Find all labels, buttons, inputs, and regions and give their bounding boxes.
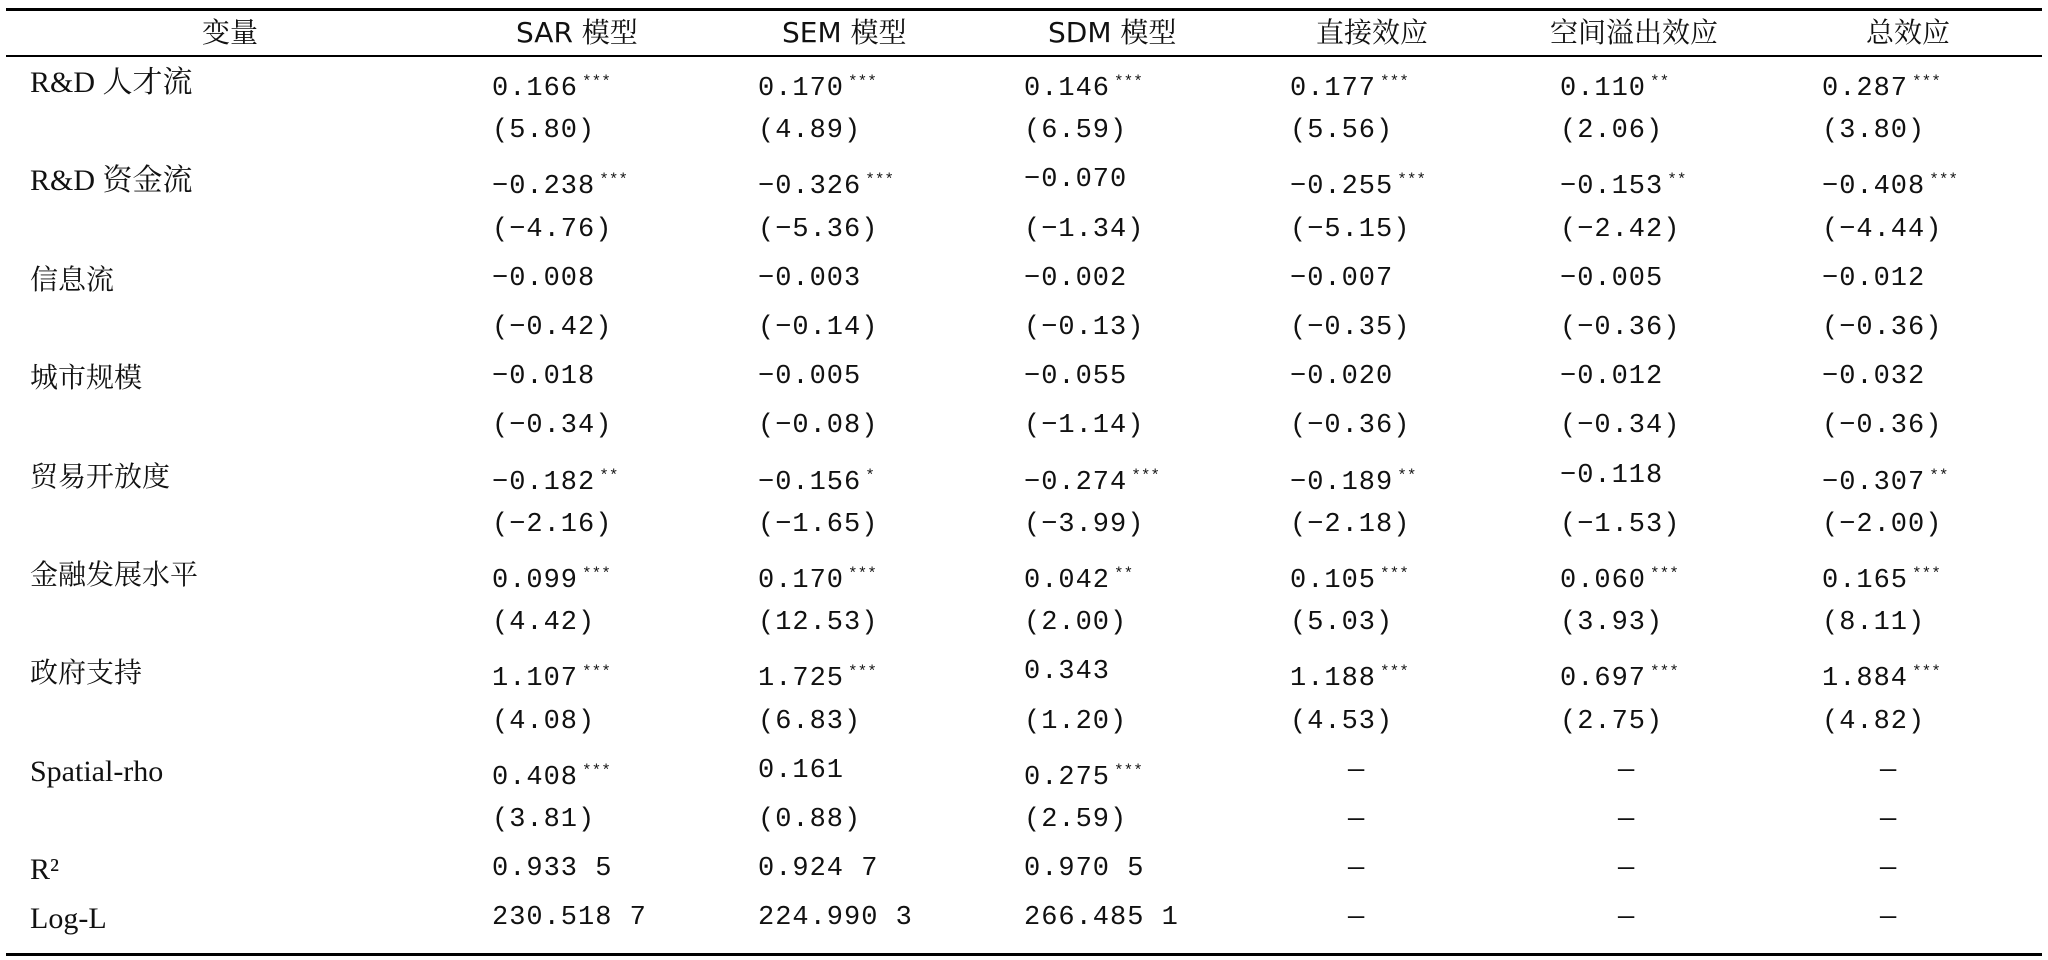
significance-marker: ***: [599, 171, 629, 190]
value-text: 0.970 5: [1024, 854, 1145, 885]
value-text: (5.03): [1290, 608, 1394, 639]
table-row: [6, 107, 2042, 156]
header-direct: 直接效应: [1316, 16, 1429, 49]
value-text: 0.099: [492, 566, 579, 596]
value-text: (−5.15): [1290, 214, 1411, 245]
value-text: −0.005: [1560, 263, 1664, 294]
value-text: (−2.18): [1290, 509, 1411, 540]
value-cell: [1822, 353, 1925, 402]
value-text: −0.153: [1560, 172, 1664, 203]
value-text: 0.170: [758, 566, 845, 596]
value-cell: [758, 58, 877, 107]
value-cell: [1822, 304, 1942, 353]
value-cell: [1560, 353, 1663, 402]
value-text: 0.166: [492, 74, 579, 104]
value-cell: [1822, 107, 1925, 156]
value-cell: [1822, 206, 1942, 255]
value-cell: [1560, 58, 1669, 107]
row-label: Spatial-rho: [30, 754, 164, 788]
value-text: —: [1348, 805, 1366, 835]
value-text: (−0.36): [1822, 411, 1943, 442]
significance-marker: **: [599, 466, 619, 485]
value-text: (2.75): [1560, 706, 1664, 737]
value-cell: [1290, 452, 1416, 501]
value-text: 0.933 5: [492, 854, 613, 885]
significance-marker: ***: [582, 663, 611, 682]
value-cell: [1822, 58, 1941, 107]
value-text: (5.56): [1290, 116, 1394, 147]
value-text: —: [1348, 854, 1366, 885]
table-row: [6, 648, 2042, 697]
value-text: —: [1880, 755, 1898, 786]
value-cell: [758, 353, 861, 402]
value-cell: [1290, 501, 1410, 550]
table-row: [6, 698, 2042, 747]
value-text: −0.156: [758, 467, 862, 498]
value-text: (−0.36): [1290, 411, 1411, 442]
value-text: (3.81): [492, 805, 596, 835]
value-cell: [1822, 501, 1942, 550]
value-text: −0.005: [758, 362, 862, 393]
value-text: (−2.00): [1822, 509, 1943, 540]
value-text: 224.990 3: [758, 903, 913, 934]
value-cell: [492, 255, 595, 304]
value-cell: [1560, 107, 1663, 156]
value-text: −0.007: [1290, 263, 1394, 294]
value-text: −0.408: [1822, 172, 1926, 203]
value-cell: [1560, 452, 1663, 501]
value-text: 0.042: [1024, 566, 1111, 596]
value-cell: [492, 156, 628, 205]
value-text: (4.82): [1822, 706, 1926, 737]
value-text: 0.165: [1822, 566, 1909, 596]
value-text: −0.274: [1024, 467, 1128, 498]
value-cell: [1024, 845, 1144, 894]
value-cell: [492, 599, 595, 648]
significance-marker: ***: [1380, 73, 1409, 91]
value-cell: [492, 304, 612, 353]
value-text: −0.326: [758, 172, 862, 203]
value-text: −0.255: [1290, 172, 1394, 203]
value-text: −0.008: [492, 263, 596, 294]
significance-marker: ***: [1912, 565, 1941, 583]
table-bottom-rule: [6, 953, 2042, 956]
value-text: (−0.34): [1560, 411, 1681, 442]
value-cell: [1348, 845, 1365, 894]
value-cell: [758, 255, 861, 304]
table-row: [6, 501, 2042, 550]
value-text: (2.00): [1024, 608, 1128, 639]
value-cell: [758, 550, 877, 599]
value-text: (3.80): [1822, 116, 1926, 147]
value-cell: [1822, 648, 1941, 697]
value-text: (−0.36): [1822, 313, 1943, 343]
value-cell: [1618, 845, 1635, 894]
value-text: 266.485 1: [1024, 903, 1179, 934]
value-cell: [758, 747, 844, 796]
value-cell: [1024, 58, 1143, 107]
value-cell: [1290, 353, 1393, 402]
value-cell: [1560, 402, 1680, 451]
value-text: (−2.16): [492, 509, 613, 540]
value-text: −0.002: [1024, 263, 1128, 294]
value-text: (−0.13): [1024, 313, 1145, 343]
value-text: 230.518 7: [492, 903, 647, 934]
significance-marker: **: [1929, 466, 1949, 485]
value-cell: [1560, 648, 1679, 697]
value-text: 1.725: [758, 664, 845, 695]
value-cell: [1560, 599, 1663, 648]
value-text: −0.238: [492, 172, 596, 203]
row-label: 贸易开放度: [30, 459, 171, 493]
value-text: (−0.42): [492, 313, 613, 343]
row-label: Log-L: [30, 902, 107, 936]
table-row: [6, 402, 2042, 451]
value-text: —: [1618, 854, 1636, 885]
value-cell: [492, 452, 618, 501]
value-cell: [492, 747, 611, 796]
significance-marker: ***: [1114, 73, 1143, 91]
table-row: [6, 550, 2042, 599]
value-cell: [1290, 648, 1409, 697]
value-cell: [1290, 550, 1409, 599]
significance-marker: ***: [1131, 466, 1161, 485]
table-row: [6, 255, 2042, 304]
value-text: (4.89): [758, 116, 862, 147]
value-text: (1.20): [1024, 706, 1128, 737]
value-cell: [1560, 698, 1663, 747]
value-cell: [1822, 452, 1948, 501]
value-text: −0.012: [1822, 263, 1926, 294]
value-text: 0.105: [1290, 566, 1377, 596]
value-cell: [1290, 58, 1409, 107]
value-text: (−0.35): [1290, 313, 1411, 343]
value-text: (4.08): [492, 706, 596, 737]
significance-marker: ***: [848, 663, 877, 682]
value-cell: [1024, 304, 1144, 353]
value-cell: [1348, 894, 1365, 943]
value-text: —: [1348, 755, 1366, 786]
value-text: —: [1880, 854, 1898, 885]
table-row: [6, 452, 2042, 501]
value-cell: [1560, 156, 1686, 205]
value-text: −0.189: [1290, 467, 1394, 498]
table-row: [6, 845, 2042, 894]
value-text: —: [1880, 903, 1898, 934]
value-text: 0.161: [758, 755, 845, 786]
value-cell: [758, 599, 878, 648]
significance-marker: ***: [1650, 663, 1679, 682]
table-row: [6, 599, 2042, 648]
value-cell: [1822, 698, 1925, 747]
header-sar: SAR 模型: [516, 16, 638, 49]
value-cell: [758, 206, 878, 255]
value-text: 0.408: [492, 762, 579, 793]
value-cell: [492, 107, 595, 156]
value-cell: [758, 402, 878, 451]
row-label: 政府支持: [30, 656, 143, 690]
value-text: −0.055: [1024, 362, 1128, 393]
value-text: −0.012: [1560, 362, 1664, 393]
row-label: 金融发展水平: [30, 558, 199, 591]
value-text: (−0.14): [758, 313, 879, 343]
significance-marker: **: [1667, 171, 1687, 190]
value-cell: [1618, 796, 1635, 845]
value-text: 1.884: [1822, 664, 1909, 695]
significance-marker: *: [865, 466, 875, 485]
table-row: [6, 58, 2042, 107]
value-text: (−3.99): [1024, 509, 1145, 540]
value-text: —: [1618, 903, 1636, 934]
table-row: [6, 353, 2042, 402]
table-row: [6, 156, 2042, 205]
value-cell: [758, 845, 878, 894]
value-text: 0.287: [1822, 74, 1909, 104]
header-variable: 变量: [202, 16, 259, 49]
value-cell: [492, 402, 612, 451]
value-text: (6.83): [758, 706, 862, 737]
value-cell: [758, 452, 875, 501]
significance-marker: ***: [1397, 171, 1427, 190]
value-cell: [1024, 206, 1144, 255]
value-cell: [1024, 747, 1143, 796]
value-text: −0.003: [758, 263, 862, 294]
significance-marker: ***: [1650, 565, 1679, 583]
value-cell: [1822, 550, 1941, 599]
value-text: −0.032: [1822, 362, 1926, 393]
row-label: 城市规模: [30, 361, 143, 395]
value-cell: [1290, 107, 1393, 156]
header-sdm: SDM 模型: [1048, 16, 1177, 49]
value-cell: [758, 156, 894, 205]
header-spillover: 空间溢出效应: [1550, 16, 1719, 49]
value-text: —: [1618, 755, 1636, 786]
value-cell: [1024, 796, 1127, 845]
value-cell: [1024, 452, 1160, 501]
value-cell: [1822, 255, 1925, 304]
value-cell: [1024, 402, 1144, 451]
value-cell: [758, 698, 861, 747]
header-total: 总效应: [1866, 16, 1951, 49]
significance-marker: ***: [848, 73, 877, 91]
row-label: R&D 人才流: [30, 66, 193, 99]
significance-marker: ***: [848, 565, 877, 583]
value-text: −0.118: [1560, 460, 1664, 491]
value-cell: [492, 58, 611, 107]
value-cell: [1024, 156, 1127, 205]
value-text: (5.80): [492, 116, 596, 147]
value-text: —: [1348, 903, 1366, 934]
value-cell: [1024, 648, 1110, 697]
significance-marker: ***: [1912, 73, 1941, 91]
value-cell: [758, 648, 877, 697]
value-cell: [1560, 255, 1663, 304]
value-cell: [1560, 550, 1679, 599]
value-text: (−4.44): [1822, 214, 1943, 245]
value-cell: [1024, 107, 1127, 156]
table-row: [6, 796, 2042, 845]
value-text: 0.060: [1560, 566, 1647, 596]
significance-marker: ***: [1380, 663, 1409, 682]
table-row: [6, 894, 2042, 943]
significance-marker: ***: [582, 565, 611, 583]
value-text: (2.06): [1560, 116, 1664, 147]
value-cell: [1024, 550, 1133, 599]
value-cell: [492, 894, 647, 943]
value-cell: [1024, 255, 1127, 304]
value-cell: [492, 550, 611, 599]
value-cell: [1024, 599, 1127, 648]
value-text: (2.59): [1024, 805, 1128, 835]
value-cell: [1290, 304, 1410, 353]
value-text: (−1.34): [1024, 214, 1145, 245]
value-cell: [1290, 156, 1426, 205]
value-cell: [1822, 156, 1958, 205]
value-text: —: [1880, 805, 1898, 835]
value-cell: [492, 648, 611, 697]
value-text: (−2.42): [1560, 214, 1681, 245]
table-row: [6, 304, 2042, 353]
value-cell: [1822, 599, 1925, 648]
value-cell: [492, 353, 595, 402]
value-text: (−5.36): [758, 214, 879, 245]
significance-marker: **: [1397, 466, 1417, 485]
value-cell: [1348, 796, 1365, 845]
significance-marker: ***: [865, 171, 895, 190]
row-label: R²: [30, 853, 60, 887]
significance-marker: ***: [1912, 663, 1941, 682]
value-text: (−1.65): [758, 509, 879, 540]
value-text: −0.307: [1822, 467, 1926, 498]
value-text: −0.020: [1290, 362, 1394, 393]
value-cell: [1560, 501, 1680, 550]
value-cell: [492, 206, 612, 255]
value-text: 0.177: [1290, 74, 1377, 104]
value-text: 1.188: [1290, 664, 1377, 695]
value-text: (−1.53): [1560, 509, 1681, 540]
table-row: [6, 747, 2042, 796]
value-cell: [758, 894, 913, 943]
value-cell: [492, 501, 612, 550]
value-cell: [1024, 501, 1144, 550]
significance-marker: **: [1114, 565, 1134, 583]
value-cell: [1880, 894, 1897, 943]
value-cell: [1618, 894, 1635, 943]
value-text: 0.343: [1024, 657, 1111, 688]
value-text: 0.170: [758, 74, 845, 104]
value-text: 0.146: [1024, 74, 1111, 104]
value-text: −0.070: [1024, 165, 1128, 196]
value-cell: [1560, 206, 1680, 255]
value-text: (4.53): [1290, 706, 1394, 737]
value-cell: [758, 107, 861, 156]
value-cell: [1560, 304, 1680, 353]
value-cell: [1290, 698, 1393, 747]
value-text: −0.018: [492, 362, 596, 393]
value-cell: [1290, 206, 1410, 255]
value-cell: [1290, 255, 1393, 304]
value-text: 0.697: [1560, 664, 1647, 695]
value-text: —: [1618, 805, 1636, 835]
value-text: (3.93): [1560, 608, 1664, 639]
value-text: (4.42): [492, 608, 596, 639]
value-cell: [1880, 796, 1897, 845]
value-text: 1.107: [492, 664, 579, 695]
value-cell: [1348, 747, 1365, 796]
value-text: (−1.14): [1024, 411, 1145, 442]
value-text: (−0.36): [1560, 313, 1681, 343]
value-cell: [1822, 402, 1942, 451]
significance-marker: ***: [582, 761, 611, 780]
table-header-rule: [6, 55, 2042, 57]
value-text: −0.182: [492, 467, 596, 498]
significance-marker: **: [1650, 73, 1670, 91]
table-header-row: [6, 8, 2042, 57]
value-text: (−4.76): [492, 214, 613, 245]
value-text: (−0.34): [492, 411, 613, 442]
significance-marker: ***: [1929, 171, 1959, 190]
value-cell: [492, 796, 595, 845]
value-cell: [1024, 698, 1127, 747]
value-text: 0.924 7: [758, 854, 879, 885]
significance-marker: ***: [582, 73, 611, 91]
value-cell: [758, 796, 861, 845]
value-text: (8.11): [1822, 608, 1926, 639]
value-cell: [1880, 845, 1897, 894]
value-cell: [1880, 747, 1897, 796]
row-label: R&D 资金流: [30, 164, 193, 198]
value-cell: [758, 304, 878, 353]
value-cell: [758, 501, 878, 550]
table-row: [6, 206, 2042, 255]
value-text: (−0.08): [758, 411, 879, 442]
value-cell: [1290, 599, 1393, 648]
value-text: 0.110: [1560, 74, 1647, 104]
value-text: (6.59): [1024, 116, 1128, 147]
value-text: 0.275: [1024, 762, 1111, 793]
header-sem: SEM 模型: [782, 16, 907, 49]
value-cell: [1290, 402, 1410, 451]
value-cell: [1024, 353, 1127, 402]
value-cell: [492, 698, 595, 747]
value-text: (0.88): [758, 805, 862, 835]
significance-marker: ***: [1380, 565, 1409, 583]
row-label: 信息流: [30, 262, 115, 296]
value-text: (12.53): [758, 608, 879, 639]
value-cell: [1618, 747, 1635, 796]
value-cell: [1024, 894, 1179, 943]
significance-marker: ***: [1114, 761, 1143, 780]
value-cell: [492, 845, 612, 894]
